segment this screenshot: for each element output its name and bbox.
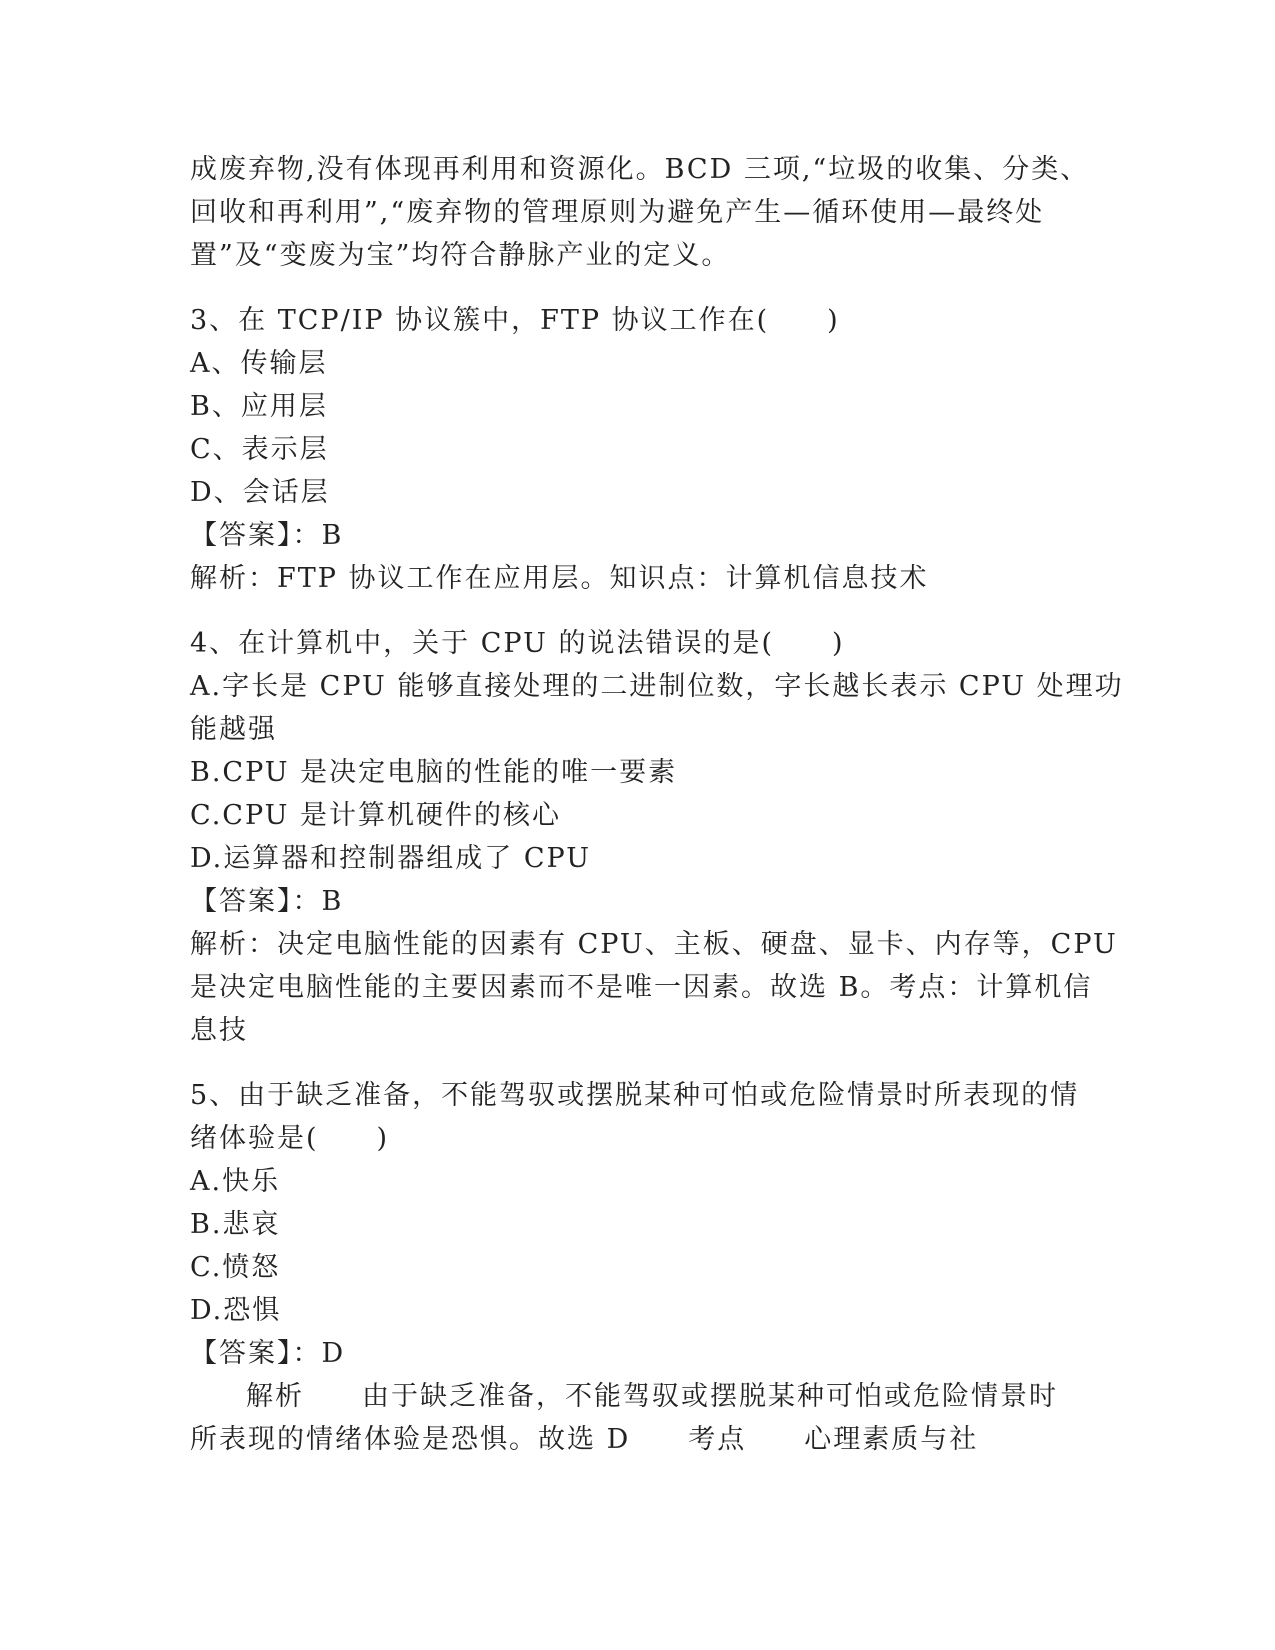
analysis-line: 解析：FTP 协议工作在应用层。知识点：计算机信息技术 (190, 563, 929, 594)
answer-line: 【答案】：B (190, 886, 344, 917)
option-b: B.悲哀 (190, 1209, 281, 1240)
question-text: 4、在计算机中，关于 CPU 的说法错误的是( ) (190, 628, 845, 659)
option-d: D.恐惧 (190, 1295, 282, 1326)
intro-line: 回收和再利用”,“废弃物的管理原则为避免产生—循环使用—最终处 (190, 197, 1045, 228)
answer-line: 【答案】：D (190, 1338, 346, 1369)
document-body (190, 148, 1124, 1461)
intro-paragraph (190, 148, 1090, 277)
intro-line: 置”及“变废为宝”均符合静脉产业的定义。 (190, 240, 731, 271)
analysis-line: 解析：决定电脑性能的因素有 CPU、主板、硬盘、显卡、内存等，CPU (190, 929, 1118, 960)
option-a-continued: 能越强 (190, 714, 277, 745)
option-d: D、会话层 (190, 477, 330, 508)
option-c: C、表示层 (190, 434, 329, 465)
question-3 (190, 299, 1090, 600)
question-text: 3、在 TCP/IP 协议簇中，FTP 协议工作在( ) (190, 305, 840, 336)
question-4 (190, 622, 1124, 1052)
question-5 (190, 1074, 1090, 1461)
option-d: D.运算器和控制器组成了 CPU (190, 843, 591, 874)
analysis-line: 所表现的情绪体验是恐惧。故选 D 考点 心理素质与社 (190, 1424, 979, 1455)
analysis-line: 解析 由于缺乏准备，不能驾驭或摆脱某种可怕或危险情景时 (246, 1381, 1058, 1412)
question-text: 绪体验是( ) (190, 1123, 390, 1154)
answer-line: 【答案】：B (190, 520, 344, 551)
option-c: C.愤怒 (190, 1252, 281, 1283)
analysis-line: 息技 (190, 1015, 248, 1046)
option-a: A.快乐 (190, 1166, 281, 1197)
intro-line: 成废弃物,没有体现再利用和资源化。BCD 三项,“垃圾的收集、分类、 (190, 154, 1090, 185)
question-text: 5、由于缺乏准备，不能驾驭或摆脱某种可怕或危险情景时所表现的情 (190, 1080, 1080, 1111)
option-c: C.CPU 是计算机硬件的核心 (190, 800, 561, 831)
option-a: A、传输层 (190, 348, 328, 379)
analysis-line: 是决定电脑性能的主要因素而不是唯一因素。故选 B。考点：计算机信 (190, 972, 1093, 1003)
option-b: B.CPU 是决定电脑的性能的唯一要素 (190, 757, 678, 788)
option-b: B、应用层 (190, 391, 328, 422)
option-a: A.字长是 CPU 能够直接处理的二进制位数，字长越长表示 CPU 处理功 (190, 671, 1124, 702)
